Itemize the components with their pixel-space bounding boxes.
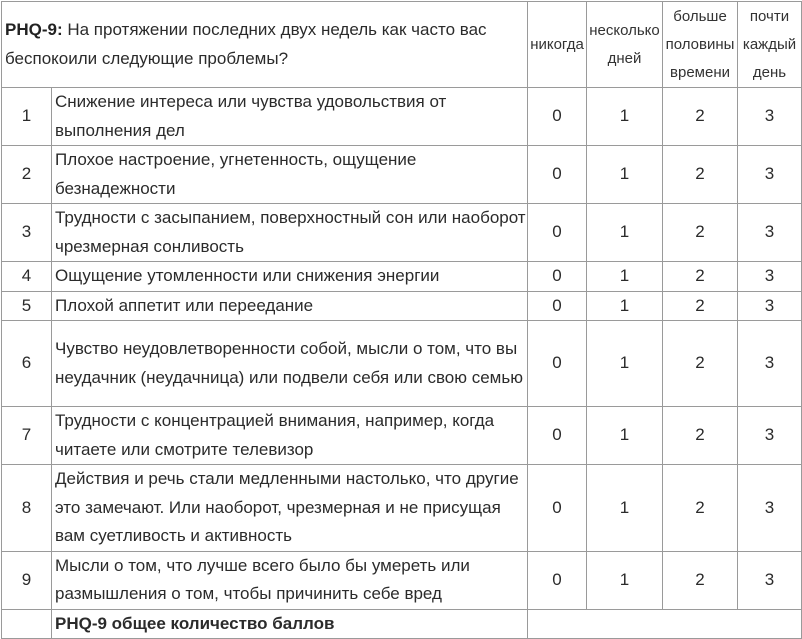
- total-score-label: PHQ-9 общее количество баллов: [52, 609, 528, 639]
- score-several-days: 1: [587, 465, 663, 552]
- score-nearly-every-day: 3: [738, 262, 802, 292]
- score-never: 0: [528, 204, 587, 262]
- score-more-than-half: 2: [663, 551, 738, 609]
- score-never: 0: [528, 291, 587, 321]
- row-question: Чувство неудовлетворенности собой, мысли о том, что вы неудачник (неудачница) или подвели себя или свою семью: [52, 321, 528, 407]
- row-number: 3: [2, 204, 52, 262]
- row-number: 8: [2, 465, 52, 552]
- score-never: 0: [528, 321, 587, 407]
- score-more-than-half: 2: [663, 262, 738, 292]
- row-number: 5: [2, 291, 52, 321]
- score-several-days: 1: [587, 204, 663, 262]
- total-row-empty-cell: [2, 609, 52, 639]
- row-question: Трудности с концентрацией внимания, например, когда читаете или смотрите телевизор: [52, 407, 528, 465]
- score-more-than-half: 2: [663, 146, 738, 204]
- table-row: [2, 321, 802, 407]
- table-row: [2, 88, 802, 146]
- score-several-days: 1: [587, 551, 663, 609]
- score-several-days: 1: [587, 291, 663, 321]
- row-question: Плохой аппетит или переедание: [52, 291, 528, 321]
- total-score-cell: [528, 609, 802, 639]
- score-more-than-half: 2: [663, 291, 738, 321]
- score-nearly-every-day: 3: [738, 88, 802, 146]
- total-row: [2, 609, 802, 639]
- table-row: [2, 465, 802, 552]
- col-header-more-than-half: [663, 2, 738, 88]
- col-header-several-days-line1: несколько: [589, 21, 660, 39]
- score-never: 0: [528, 262, 587, 292]
- score-nearly-every-day: 3: [738, 291, 802, 321]
- score-more-than-half: 2: [663, 204, 738, 262]
- col-header-never: [528, 2, 587, 88]
- table-row: [2, 551, 802, 609]
- table-row: [2, 204, 802, 262]
- col-header-more-than-half-line2: половины: [665, 35, 735, 53]
- row-question: Действия и речь стали медленными настолько, что другие это замечают. Или наоборот, чрезмерная и не присущая вам суетливость и активность: [52, 465, 528, 552]
- score-never: 0: [528, 407, 587, 465]
- score-never: 0: [528, 88, 587, 146]
- col-header-nearly-every-day-line3: день: [752, 63, 787, 81]
- score-more-than-half: 2: [663, 407, 738, 465]
- score-never: 0: [528, 551, 587, 609]
- score-nearly-every-day: 3: [738, 465, 802, 552]
- score-more-than-half: 2: [663, 88, 738, 146]
- row-question: Трудности с засыпанием, поверхностный сон или наоборот чрезмерная сонливость: [52, 204, 528, 262]
- row-question: Мысли о том, что лучше всего было бы умереть или размышления о том, чтобы причинить себе вред: [52, 551, 528, 609]
- score-never: 0: [528, 465, 587, 552]
- col-header-nearly-every-day: [738, 2, 802, 88]
- table-row: [2, 262, 802, 292]
- col-header-never-line1: никогда: [530, 35, 584, 53]
- score-more-than-half: 2: [663, 465, 738, 552]
- row-number: 9: [2, 551, 52, 609]
- col-header-several-days: [587, 2, 663, 88]
- row-number: 1: [2, 88, 52, 146]
- table-row: [2, 146, 802, 204]
- table-row: [2, 407, 802, 465]
- score-nearly-every-day: 3: [738, 204, 802, 262]
- row-number: 6: [2, 321, 52, 407]
- score-nearly-every-day: 3: [738, 407, 802, 465]
- col-header-several-days-line2: дней: [607, 49, 642, 67]
- score-nearly-every-day: 3: [738, 321, 802, 407]
- row-question: Плохое настроение, угнетенность, ощущение безнадежности: [52, 146, 528, 204]
- col-header-nearly-every-day-line2: каждый: [742, 35, 797, 53]
- col-header-more-than-half-line3: времени: [670, 63, 730, 81]
- score-several-days: 1: [587, 407, 663, 465]
- score-nearly-every-day: 3: [738, 551, 802, 609]
- score-never: 0: [528, 146, 587, 204]
- title-bold: PHQ-9:: [5, 20, 63, 39]
- table-title: [2, 2, 528, 88]
- col-header-nearly-every-day-line1: почти: [749, 7, 790, 25]
- col-header-more-than-half-line1: больше: [673, 7, 727, 25]
- header-row: [2, 2, 802, 88]
- score-several-days: 1: [587, 88, 663, 146]
- score-nearly-every-day: 3: [738, 146, 802, 204]
- title-text: На протяжении последних двух недель как часто вас беспокоили следующие проблемы?: [5, 20, 487, 68]
- score-several-days: 1: [587, 146, 663, 204]
- phq9-table: [1, 1, 802, 639]
- row-number: 2: [2, 146, 52, 204]
- row-number: 4: [2, 262, 52, 292]
- score-several-days: 1: [587, 262, 663, 292]
- row-question: Снижение интереса или чувства удовольствия от выполнения дел: [52, 88, 528, 146]
- row-question: Ощущение утомленности или снижения энергии: [52, 262, 528, 292]
- score-more-than-half: 2: [663, 321, 738, 407]
- row-number: 7: [2, 407, 52, 465]
- score-several-days: 1: [587, 321, 663, 407]
- table-row: [2, 291, 802, 321]
